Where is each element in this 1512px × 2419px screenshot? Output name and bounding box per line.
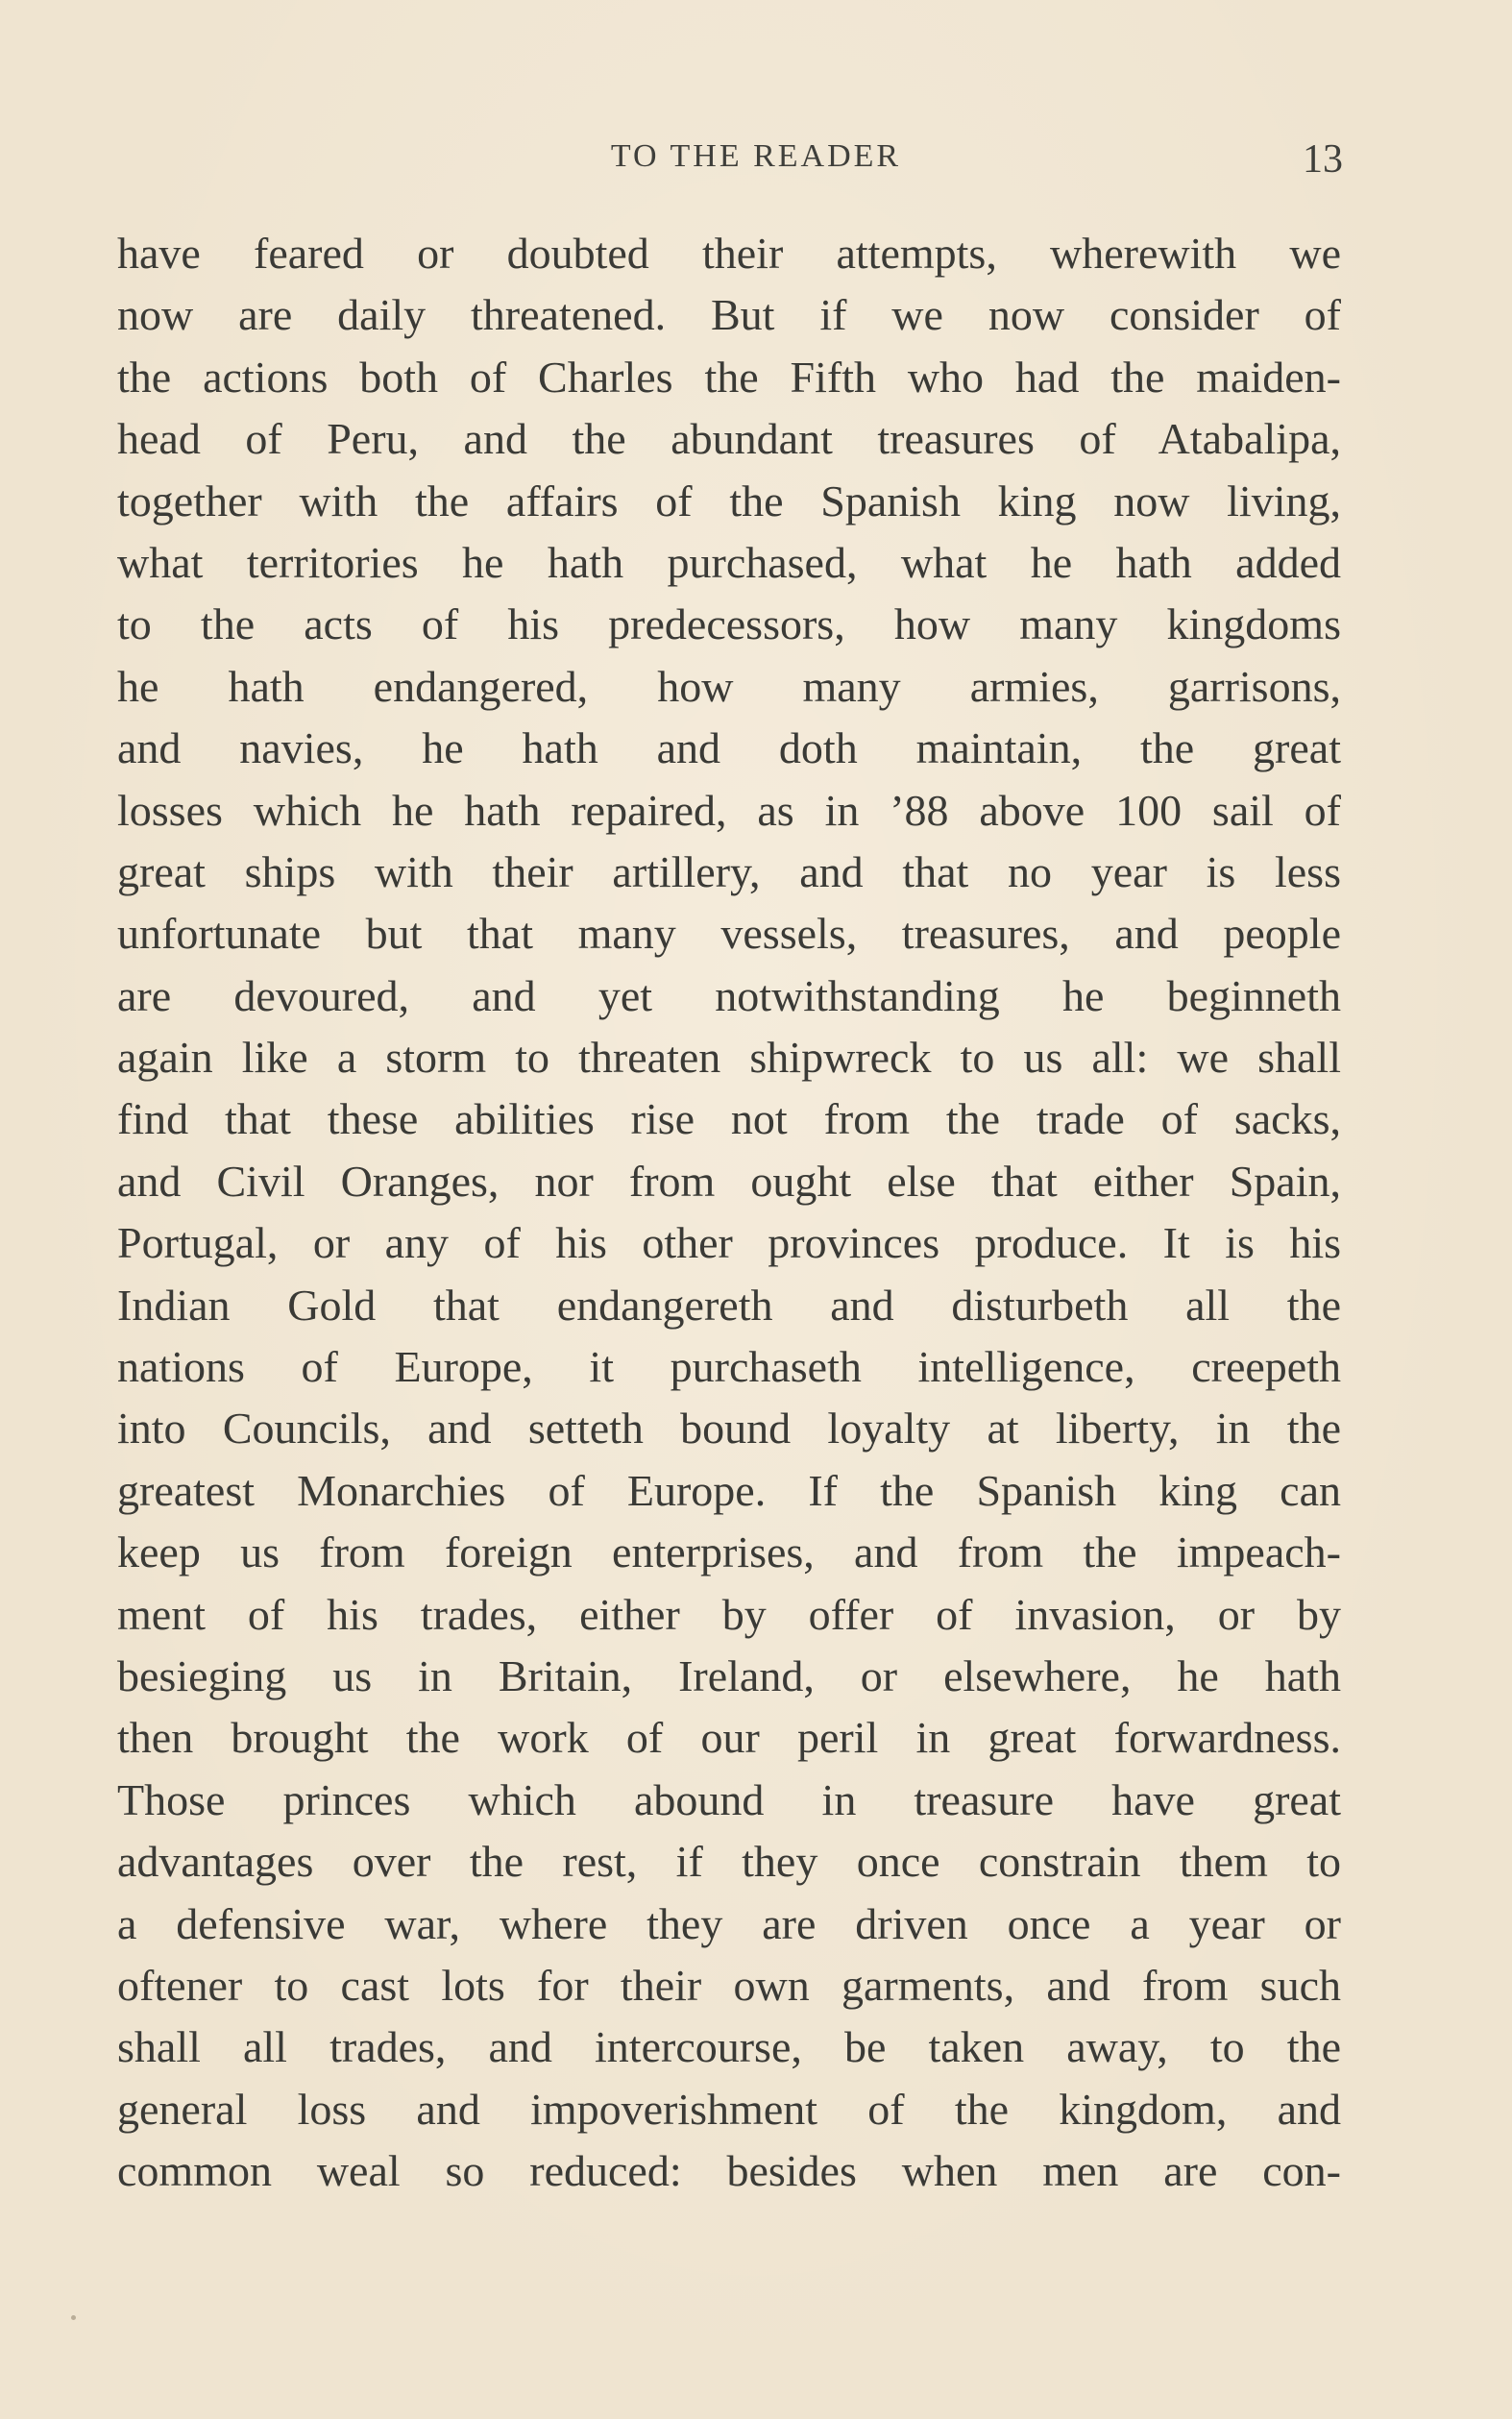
text-line: Portugal, or any of his other provinces produce. It is his: [117, 1218, 1341, 1268]
text-line: losses which he hath repaired, as in ’88 above 100 sail of: [117, 785, 1341, 835]
text-line: unfortunate but that many vessels, treasures, and people: [117, 909, 1341, 959]
text-line: and Civil Oranges, nor from ought else that either Spain,: [117, 1156, 1341, 1206]
text-line: Indian Gold that endangereth and disturbeth all the: [117, 1280, 1341, 1330]
text-line: are devoured, and yet notwithstanding he beginneth: [117, 970, 1341, 1020]
text-line: general loss and impoverishment of the kingdom, and: [117, 2084, 1341, 2134]
text-line: then brought the work of our peril in great forwardness.: [117, 1713, 1341, 1763]
text-line: nations of Europe, it purchaseth intelligence, creepeth: [117, 1342, 1341, 1392]
paper-speck: [71, 2315, 76, 2320]
text-line: into Councils, and setteth bound loyalty at liberty, in the: [117, 1404, 1341, 1454]
text-line: keep us from foreign enterprises, and from the impeach-: [117, 1527, 1341, 1577]
running-title: TO THE READER: [610, 138, 902, 174]
text-line: and navies, he hath and doth maintain, the great: [117, 723, 1341, 773]
text-line: now are daily threatened. But if we now consider of: [117, 290, 1341, 340]
text-line: what territories he hath purchased, what he hath added: [117, 537, 1341, 587]
text-line: again like a storm to threaten shipwreck to us all: we shall: [117, 1033, 1341, 1083]
text-line: to the acts of his predecessors, how many kingdoms: [117, 599, 1341, 649]
text-line: besieging us in Britain, Ireland, or elsewhere, he hath: [117, 1650, 1341, 1700]
text-line: ment of his trades, either by offer of invasion, or by: [117, 1589, 1341, 1639]
text-line: Those princes which abound in treasure have great: [117, 1774, 1341, 1824]
text-line: together with the affairs of the Spanish king now living,: [117, 476, 1341, 525]
text-line: have feared or doubted their attempts, wherewith we: [117, 229, 1341, 278]
text-line: great ships with their artillery, and that no year is less: [117, 846, 1341, 896]
text-line: the actions both of Charles the Fifth who had the maiden-: [117, 352, 1341, 402]
text-line: find that these abilities rise not from the trade of sacks,: [117, 1094, 1341, 1144]
text-line: oftener to cast lots for their own garments, and from such: [117, 1960, 1341, 2010]
text-line: shall all trades, and intercourse, be taken away, to the: [117, 2022, 1341, 2072]
text-line: he hath endangered, how many armies, garrisons,: [117, 661, 1341, 711]
text-line: advantages over the rest, if they once constrain them to: [117, 1837, 1341, 1887]
text-line: common weal so reduced: besides when men are con-: [117, 2146, 1341, 2196]
text-line: a defensive war, where they are driven once a year or: [117, 1898, 1341, 1948]
page-number: 13: [1303, 137, 1343, 182]
text-line: greatest Monarchies of Europe. If the Spanish king can: [117, 1465, 1341, 1515]
text-line: head of Peru, and the abundant treasures of Atabalipa,: [117, 414, 1341, 464]
body-text: [117, 223, 1341, 2203]
